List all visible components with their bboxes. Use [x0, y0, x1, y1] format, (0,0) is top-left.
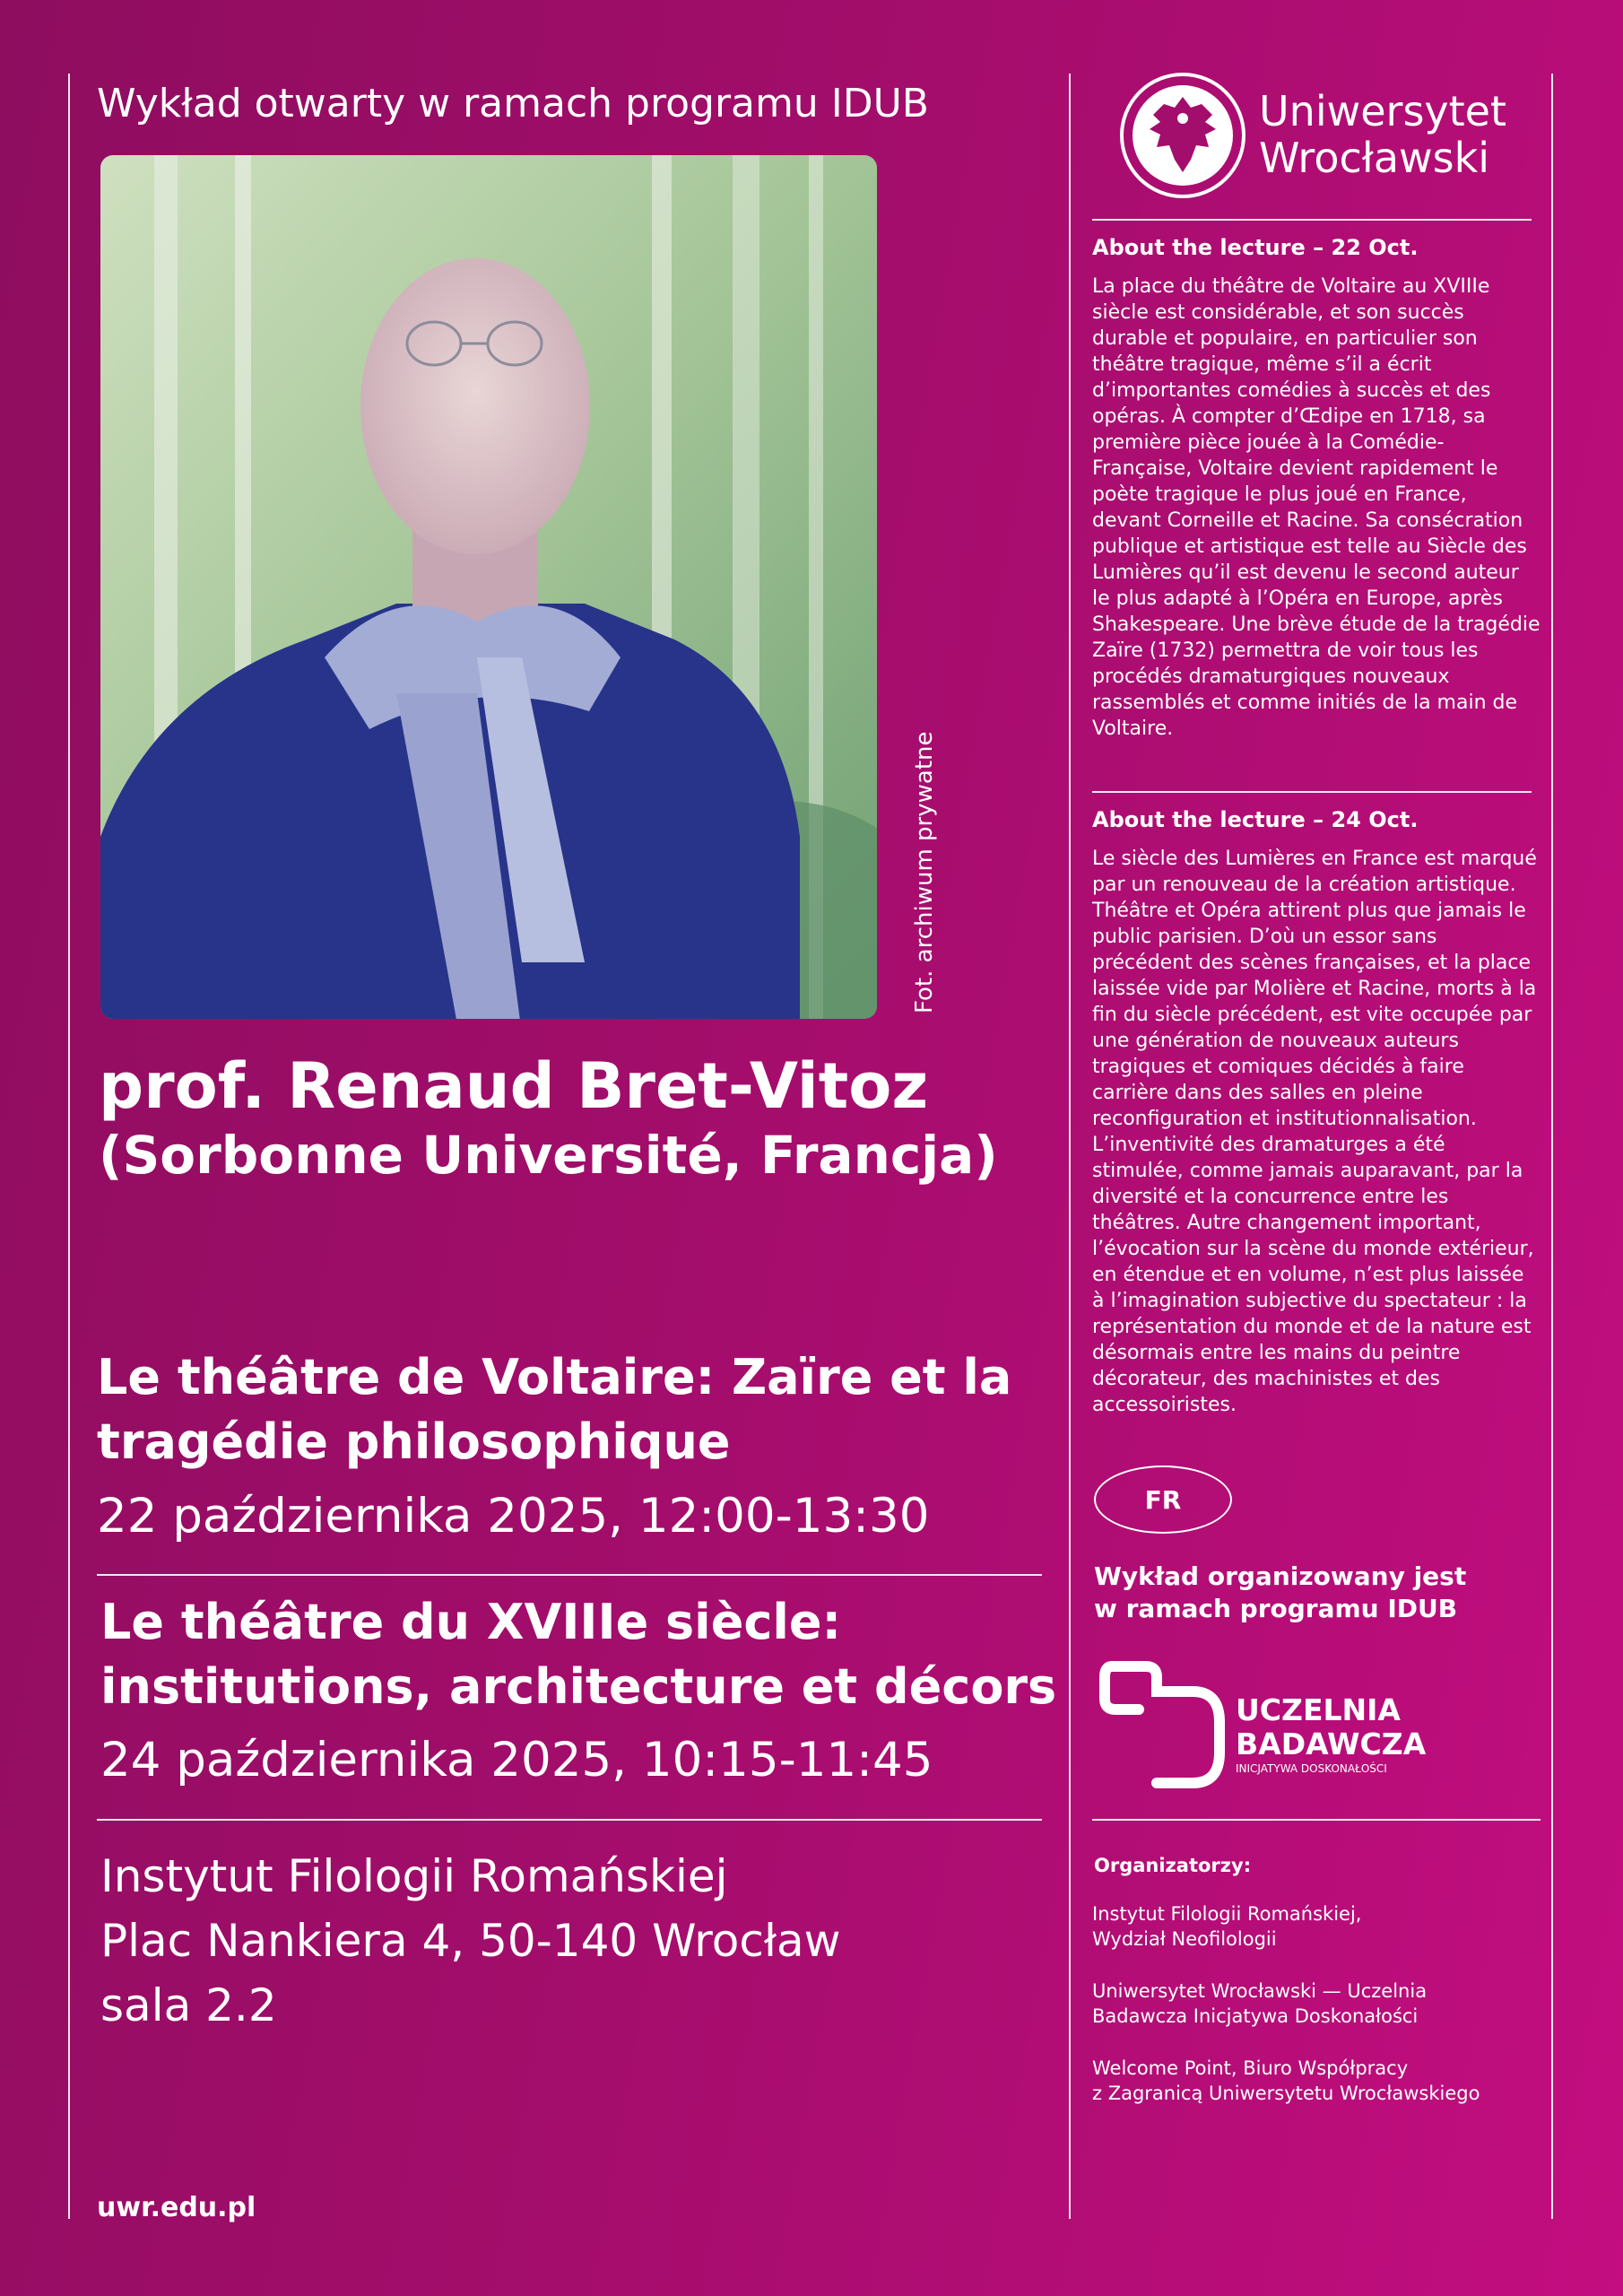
- about-lecture-1-heading: About the lecture – 22 Oct.: [1092, 235, 1419, 260]
- photo-credit: Fot. archiwum prywatne: [911, 731, 938, 1013]
- idub-mark-icon: [1099, 1659, 1458, 1790]
- venue-separator-line: [97, 1819, 1042, 1821]
- right-column-top-line: [1092, 219, 1532, 221]
- lecture-separator-line: [97, 1574, 1042, 1576]
- idub-logo-line2: BADAWCZA: [1236, 1726, 1427, 1761]
- idub-logo: [1099, 1659, 1458, 1790]
- organizer-line: Badawcza Inicjatywa Doskonałości: [1092, 2005, 1419, 2027]
- organizers-heading: Organizatorzy:: [1094, 1855, 1252, 1876]
- organized-note-line: Wykład organizowany jest: [1094, 1561, 1467, 1591]
- organizer-entry: [1092, 2056, 1480, 2106]
- organizer-line: Welcome Point, Biuro Współpracy: [1092, 2057, 1409, 2079]
- organizer-line: z Zagranicą Uniwersytetu Wrocławskiego: [1092, 2083, 1480, 2104]
- organizer-line: Wydział Neofilologii: [1092, 1928, 1277, 1950]
- university-emblem-icon: [1119, 72, 1246, 199]
- organized-note: [1094, 1561, 1466, 1625]
- lecture-1-title-line: tragédie philosophique: [97, 1413, 731, 1470]
- organizer-line: Instytut Filologii Romańskiej,: [1092, 1903, 1362, 1925]
- venue-line: Instytut Filologii Romańskiej: [100, 1850, 728, 1902]
- organizer-entry: [1092, 1901, 1361, 1952]
- university-name-line: Wrocławski: [1259, 134, 1490, 182]
- university-name: [1259, 88, 1506, 181]
- idub-logo-line1: UCZELNIA: [1236, 1692, 1401, 1727]
- lecture-2-title: [100, 1590, 1056, 1719]
- language-badge: FR: [1094, 1465, 1232, 1534]
- lecture-1-title: [97, 1345, 1011, 1474]
- lecture-2-title-line: institutions, architecture et décors: [100, 1658, 1057, 1715]
- website-link[interactable]: uwr.edu.pl: [97, 2192, 256, 2223]
- venue-line: Plac Nankiera 4, 50-140 Wrocław: [100, 1915, 841, 1967]
- speaker-photo-illustration: [100, 155, 877, 1019]
- speaker-name: prof. Renaud Bret-Vitoz: [99, 1049, 929, 1123]
- idub-logo-line3: INICJATYWA DOSKONAŁOŚCI: [1236, 1762, 1387, 1775]
- organizer-line: Uniwersytet Wrocławski — Uczelnia: [1092, 1980, 1428, 2002]
- about-lecture-2-text: Le siècle des Lumières en France est marqué par un renouveau de la création artistique. Théâtre et Opéra attirent plus que jamais le public parisien. D’où un essor sans précédent des scènes françaises, et la place laissée vide par Molière et Racine, morts à la fin du siècle précédent, est vite occupée par une génération de nouveaux auteurs tragiques et comiques décidés à faire carrière dans des salles en pleine reconfiguration et institutionnalisation. L’inventivité des dramaturges a été stimulée, comme jamais auparavant, par la diversité et la concurrence entre les théâtres. Autre changement important, l’évocation sur la scène du monde extérieur, en étendue et en volume, n’est plus laissée à l’imagination subjective du spectateur : la représentation du monde et de la nature est désormais entre les mains du peintre décorateur, des machinistes et des accessoiristes.: [1092, 848, 1537, 1416]
- about-lecture-1-text: La place du théâtre de Voltaire au XVIIIe siècle est considérable, et son succès durable et populaire, en particulier son théâtre tragique, même s’il a écrit d’importantes comédies à succès et des opéras. À compter d’Œdipe en 1718, sa première pièce jouée à la Comédie-Française, Voltaire devient rapidement le poète tragique le plus joué en France, devant Corneille et Racine. Sa consécration publique et artistique est telle au Siècle des Lumières qu’il est devenu le second auteur le plus adapté à l’Opéra en Europe, après Shakespeare. Une brève étude de la tragédie Zaïre (1732) permettra de voir tous les procédés dramaturgiques nouveaux rassemblés et comme initiés de la main de Voltaire.: [1092, 275, 1541, 740]
- organizers-separator-line: [1092, 1819, 1541, 1821]
- event-type-heading: Wykład otwarty w ramach programu IDUB: [97, 81, 929, 126]
- about-separator-line: [1092, 791, 1532, 793]
- organizer-entry: [1092, 1979, 1427, 2029]
- eagle-crest-icon: [1119, 72, 1246, 199]
- organized-note-line: w ramach programu IDUB: [1094, 1594, 1458, 1623]
- about-lecture-2-heading: About the lecture – 24 Oct.: [1092, 807, 1419, 832]
- column-divider-line: [1069, 74, 1071, 2219]
- venue-address: [100, 1844, 841, 2038]
- right-frame-line: [1551, 74, 1553, 2219]
- left-frame-line: [68, 74, 70, 2219]
- lecture-2-date: 24 października 2025, 10:15-11:45: [100, 1733, 933, 1787]
- venue-line: sala 2.2: [100, 1979, 277, 2031]
- speaker-photo: [100, 155, 877, 1019]
- university-name-line: Uniwersytet: [1259, 87, 1506, 135]
- lecture-1-date: 22 października 2025, 12:00-13:30: [97, 1489, 930, 1544]
- speaker-affiliation: (Sorbonne Université, Francja): [99, 1125, 998, 1186]
- lecture-2-title-line: Le théâtre du XVIIIe siècle:: [100, 1594, 842, 1650]
- lecture-1-title-line: Le théâtre de Voltaire: Zaïre et la: [97, 1349, 1012, 1405]
